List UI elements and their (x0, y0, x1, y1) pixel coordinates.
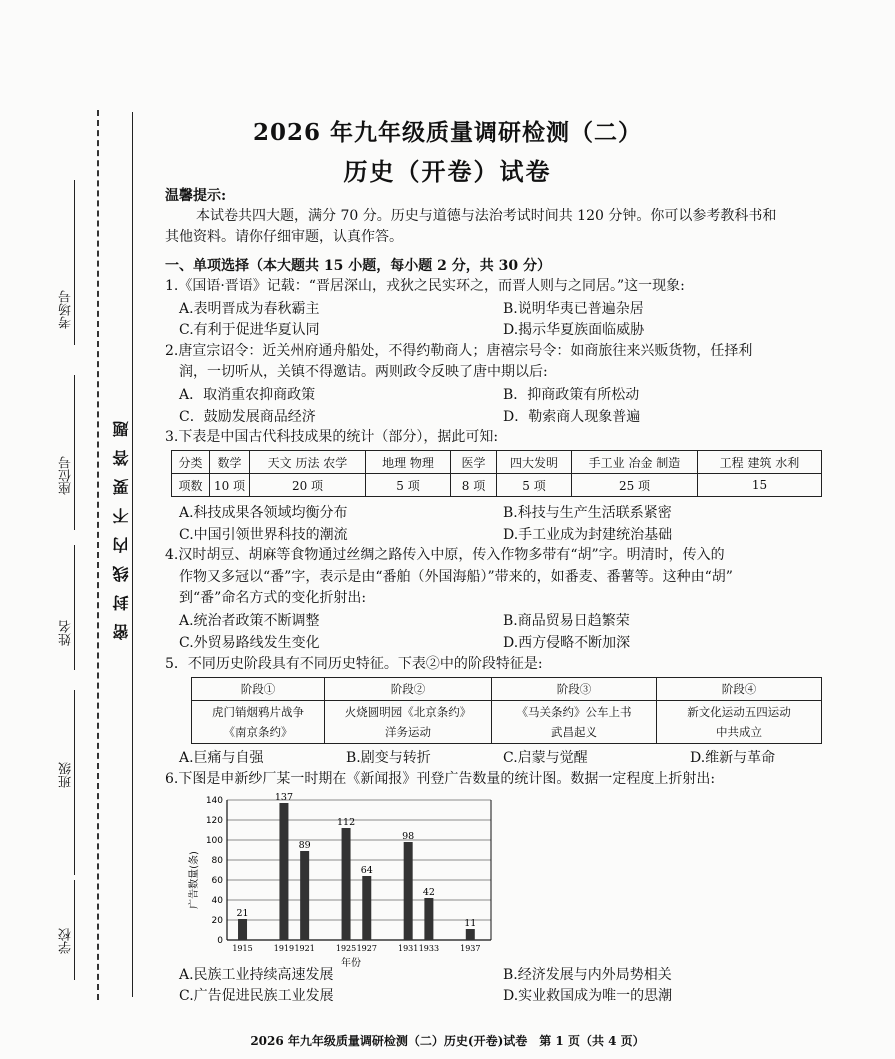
chart-x-tick-label: 1921 (294, 944, 315, 953)
chart-data-label: 21 (236, 908, 249, 919)
q5-option-b: B.剧变与转折 (346, 750, 431, 766)
q5-table (191, 677, 822, 744)
cell-line: 武昌起义 (551, 725, 597, 739)
q2-stem-2: 润，一切听从，关镇不得邀诘。两则政令反映了唐中期以后: (179, 364, 548, 380)
q4-option-c: C.外贸易路线发生变化 (179, 635, 320, 651)
table-cell: 分类 (172, 451, 210, 474)
table-cell: 阶段② (325, 678, 492, 701)
chart-data-labels (236, 792, 476, 929)
cell-line: 洋务运动 (385, 725, 431, 739)
table-cell: 阶段① (192, 678, 325, 701)
chart-y-tick-label: 100 (205, 836, 223, 846)
chart-x-axis-label: 年份 (341, 958, 361, 969)
q5-option-d: D.维新与革命 (690, 750, 776, 766)
q5-stem: 5．不同历史阶段具有不同历史特征。下表②中的阶段特征是: (165, 656, 543, 672)
page-footer: 2026 年九年级质量调研检测（二）历史(开卷)试卷 第 1 页（共 4 页） (250, 1034, 645, 1048)
table-cell: 25 项 (572, 474, 698, 497)
chart-y-ticks (206, 796, 223, 946)
table-cell (192, 701, 325, 744)
q1-option-c: C.有利于促进华夏认同 (179, 322, 320, 338)
chart-bar (279, 803, 288, 940)
table-cell: 天文 历法 农学 (250, 451, 366, 474)
chart-bar (424, 898, 433, 940)
chart-y-tick-label: 140 (205, 796, 223, 806)
table-cell (325, 701, 492, 744)
chart-bar (466, 929, 475, 940)
q6-option-a: A.民族工业持续高速发展 (179, 967, 334, 983)
class-label: 班级 (59, 762, 74, 788)
table-cell: 数学 (210, 451, 250, 474)
chart-bar (362, 876, 371, 940)
q1-stem: 1.《国语·晋语》记载：“晋居深山，戎狄之民实环之，而晋人则与之同居。”这一现象: (165, 278, 685, 294)
chart-y-tick-label: 80 (211, 856, 223, 866)
chart-x-tick-label: 1915 (232, 944, 253, 953)
table-cell: 10 项 (210, 474, 250, 497)
chart-x-tick-label: 1931 (397, 944, 419, 953)
table-cell: 20 项 (250, 474, 366, 497)
q5-option-c: C.启蒙与觉醒 (503, 750, 588, 766)
school-label: 学校 (59, 928, 74, 954)
q1-option-a: A.表明晋成为春秋霸主 (179, 301, 320, 317)
chart-bar (238, 919, 247, 940)
tips-line-1: 本试卷共四大题，满分 70 分。历史与道德与法治考试时间共 120 分钟。你可以参考教科书和 (196, 208, 777, 224)
chart-bar (404, 842, 413, 940)
seat-label: 座位号 (59, 456, 74, 495)
table-cell: 5 项 (497, 474, 572, 497)
ad-count-chart (175, 790, 505, 970)
chart-data-label: 112 (336, 817, 356, 828)
table-cell: 项数 (172, 474, 210, 497)
chart-data-label: 89 (298, 840, 311, 851)
table-cell: 阶段③ (492, 678, 657, 701)
table-row (192, 678, 822, 701)
q2-stem-1: 2.唐宣宗诏令：近关州府通舟船处，不得约勒商人；唐禧宗号令：如商旅往来兴贩货物，任择利 (165, 343, 753, 359)
table-cell (657, 701, 822, 744)
chart-y-tick-label: 40 (211, 896, 223, 906)
chart-data-label: 11 (464, 918, 477, 929)
chart-data-label: 98 (402, 831, 415, 842)
cell-line: 火烧圆明园《北京条约》 (344, 705, 472, 719)
exam-title: 2026 年九年级质量调研检测（二） (252, 119, 643, 146)
chart-grid (227, 800, 491, 940)
table-cell: 8 项 (451, 474, 497, 497)
cell-line: 新文化运动五四运动 (687, 705, 791, 719)
exam-room-label: 考场号 (59, 290, 74, 329)
table-cell: 四大发明 (497, 451, 572, 474)
q6-option-d: D.实业救国成为唯一的思潮 (503, 988, 673, 1004)
q4-stem-3: 到“番”命名方式的变化折射出: (179, 590, 367, 606)
table-row (192, 701, 822, 744)
chart-bar (342, 828, 351, 940)
table-cell: 地理 物理 (366, 451, 451, 474)
q4-option-b: B.商品贸易日趋繁荣 (503, 613, 630, 629)
chart-x-tick-label: 1925 (335, 944, 357, 953)
chart-y-tick-label: 120 (205, 816, 223, 826)
q6-stem: 6.下图是申新纱厂某一时期在《新闻报》刊登广告数量的统计图。数据一定程度上折射出: (165, 771, 716, 787)
chart-data-label: 64 (360, 865, 373, 876)
q4-stem-1: 4.汉时胡豆、胡麻等食物通过丝绸之路传入中原，传入作物多带有“胡”字。明清时，传入的 (165, 547, 725, 563)
chart-y-tick-label: 0 (217, 936, 223, 946)
chart-x-tick-label: 1933 (418, 944, 440, 953)
table-cell (492, 701, 657, 744)
q3-option-c: C.中国引领世界科技的潮流 (179, 527, 348, 543)
name-blank (74, 545, 75, 670)
q2-option-a: A．取消重农抑商政策 (179, 387, 316, 403)
q1-option-b: B.说明华夷已普遍杂居 (503, 301, 644, 317)
chart-x-tick-label: 1919 (273, 944, 295, 953)
chart-bar (300, 851, 309, 940)
q4-option-d: D.西方侵略不断加深 (503, 635, 631, 651)
section1-heading: 一、单项选择（本大题共 15 小题，每小题 2 分，共 30 分） (165, 258, 551, 274)
chart-data-label: 137 (274, 792, 294, 803)
chart-y-tick-label: 20 (211, 916, 223, 926)
chart-x-ticks (232, 944, 480, 953)
q4-stem-2: 作物又多冠以“番”字，表示是由“番舶（外国海船）”带来的，如番麦、番薯等。这种由“胡” (179, 569, 733, 585)
cell-line: 《马关条约》公车上书 (516, 705, 632, 719)
table-cell: 工程 建筑 水利 (698, 451, 822, 474)
seal-dashed-line (97, 110, 99, 1000)
q3-option-d: D.手工业成为封建统治基础 (503, 527, 673, 543)
q2-option-b: B．抑商政策有所松动 (503, 387, 640, 403)
seal-warning: 密封线内不要答题 (112, 408, 131, 640)
cell-line: 中共成立 (716, 725, 762, 739)
q3-table (171, 450, 822, 497)
q2-option-d: D．勒索商人现象普遍 (503, 409, 641, 425)
table-row (172, 451, 822, 474)
cell-line: 《南京条约》 (223, 725, 293, 739)
q3-stem: 3.下表是中国古代科技成果的统计（部分），据此可知: (165, 429, 499, 445)
name-label: 姓名 (59, 620, 74, 646)
tips-heading: 温馨提示: (165, 188, 227, 204)
table-cell: 15 (698, 474, 822, 497)
tips-line-2: 其他资料。请你仔细审题，认真作答。 (165, 229, 403, 245)
table-cell: 手工业 冶金 制造 (572, 451, 698, 474)
chart-bars (238, 803, 475, 940)
table-row (172, 474, 822, 497)
table-cell: 医学 (451, 451, 497, 474)
q4-option-a: A.统治者政策不断调整 (179, 613, 320, 629)
chart-x-tick-label: 1927 (356, 944, 377, 953)
chart-y-tick-label: 60 (211, 876, 223, 886)
q6-option-c: C.广告促进民族工业发展 (179, 988, 334, 1004)
q5-option-a: A.巨痛与自强 (179, 750, 264, 766)
exam-subtitle: 历史（开卷）试卷 (343, 157, 552, 186)
table-cell: 5 项 (366, 474, 451, 497)
q3-option-a: A.科技成果各领域均衡分布 (179, 505, 348, 521)
table-cell: 阶段④ (657, 678, 822, 701)
q6-option-b: B.经济发展与内外局势相关 (503, 967, 672, 983)
q3-option-b: B.科技与生产生活联系紧密 (503, 505, 672, 521)
chart-data-label: 42 (422, 887, 435, 898)
chart-y-axis-label: 广告数量(条) (189, 851, 200, 909)
chart-x-tick-label: 1937 (460, 944, 481, 953)
q1-option-d: D.揭示华夏族面临威胁 (503, 322, 645, 338)
seat-blank (74, 375, 75, 530)
cell-line: 虎门销烟鸦片战争 (212, 705, 304, 719)
q2-option-c: C．鼓励发展商品经济 (179, 409, 316, 425)
